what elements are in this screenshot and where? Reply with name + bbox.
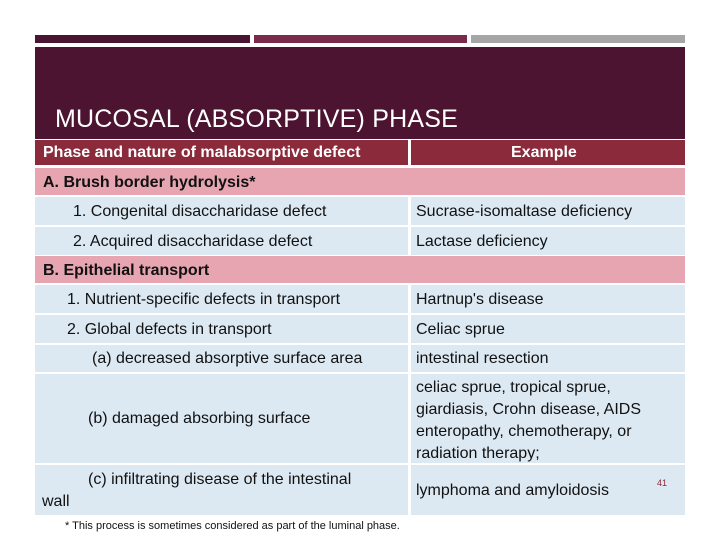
b2-example: Celiac sprue [416,321,505,338]
header-cell-example [411,140,685,165]
table-row [411,285,685,313]
section-b-row [35,256,685,283]
table-row [411,345,685,372]
a1-example: Sucrase-isomaltase deficiency [416,203,633,220]
b1-example: Hartnup's disease [416,291,544,308]
table-row [35,465,408,515]
table-row [35,197,408,225]
slide-title: MUCOSAL (ABSORPTIVE) PHASE [55,105,458,133]
a2-example: Lactase deficiency [416,233,548,250]
page-number: 41 [657,478,668,488]
section-a-row [35,168,685,195]
table-row [411,197,685,225]
b2b-example: celiac sprue, tropical sprue, giardiasis, Crohn disease, AIDS enteropathy, chemotherapy, or radiation therapy; [416,379,641,462]
decor-bar-2 [254,35,467,43]
b2b-defect: (b) damaged absorbing surface [88,410,311,427]
header-example-label: Example [511,144,577,161]
table-row [411,374,685,463]
a2-defect: 2. Acquired disaccharidase defect [73,233,313,250]
decor-bar-1 [35,35,250,43]
b2a-defect: (a) decreased absorptive surface area [92,350,363,367]
section-a-label: A. Brush border hydrolysis* [43,174,256,191]
footnote: * This process is sometimes considered as part of the luminal phase. [65,520,400,532]
table-row [35,285,408,313]
b2c-defect-line2: wall [42,493,70,510]
table-row [411,227,685,255]
decor-bar-3 [471,35,685,43]
header-cell-phase [35,140,408,165]
b2-defect: 2. Global defects in transport [67,321,272,338]
table-row [35,374,408,463]
table-row [411,465,685,515]
table-row [411,315,685,343]
table-row [35,315,408,343]
table-row [35,345,408,372]
b2a-example: intestinal resection [416,350,549,367]
b2c-example: lymphoma and amyloidosis [416,482,609,499]
b2c-defect-line1: (c) infiltrating disease of the intestinal [88,471,352,488]
b1-defect: 1. Nutrient-specific defects in transport [67,291,341,308]
table-row [35,227,408,255]
header-phase-label: Phase and nature of malabsorptive defect [43,144,361,161]
section-b-label: B. Epithelial transport [43,262,210,279]
a1-defect: 1. Congenital disaccharidase defect [73,203,327,220]
